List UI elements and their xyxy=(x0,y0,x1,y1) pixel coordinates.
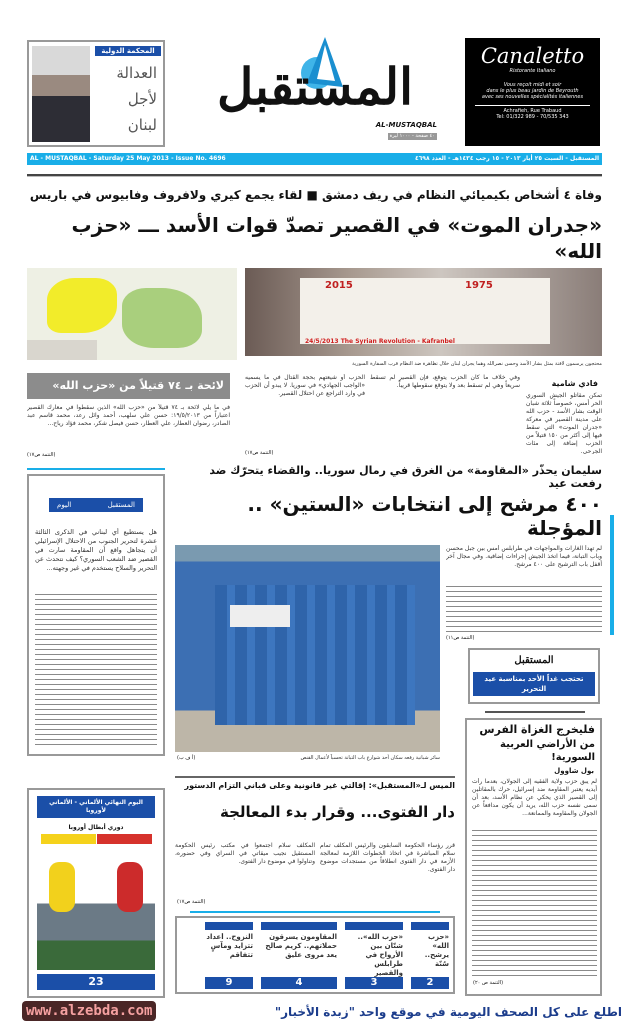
teaser-page-number: 2 xyxy=(411,977,449,989)
today-body: هل يستطيع أي لبناني في الذكرى الثالثة عشرة لتحرير الجنوب من الاحتلال الإسرائيلي أن يتجاهل واقع أن المقاومة سارت في القصير ضد الشعب السوري؟ كيف نتحدث عن التحرير والسلاح يستخدم في غير وجهته... xyxy=(35,528,157,572)
opinion-column[interactable] xyxy=(465,718,602,996)
portrait-photo xyxy=(32,46,90,142)
continued-note: (التتمة ص١٧) xyxy=(27,452,56,458)
teaser-page-4[interactable] xyxy=(261,922,337,990)
opinion-author: بول شاوول xyxy=(554,767,594,775)
lead-headline[interactable]: «جدران الموت» في القصير تصدّ قوات الأسد ـــ «حزب الله» xyxy=(71,213,602,263)
teaser-text: النزوح.. أعداد تتزايد ومآسٍ تتفاقم xyxy=(206,933,253,959)
ad-text: Vous reçoit midi et soir xyxy=(503,82,562,88)
third-body: المكلف سلام اجتمعوا في مكتب رئيس الحكومة المستقيل نجيب ميقاتي في السراي وفي حضوره، وتناولوا في موضوع دار الفتوى. xyxy=(175,842,315,865)
third-headline[interactable]: دار الفتوى... وقرار بدء المعالجة xyxy=(220,803,455,821)
ad-line: لأجل xyxy=(127,90,157,108)
teaser-page-3[interactable] xyxy=(345,922,403,990)
sports-title: اليوم النهائي الألماني - الألماني لأوروبا xyxy=(37,796,155,818)
sports-page: 23 xyxy=(37,974,155,990)
dateline-bar xyxy=(27,153,602,165)
opinion-body: لم يبق حزب ولاية الفقيه إلى الجولان، بعدما رأت أيديه يعتبر المقاومة ضد إسرائيل، حرك بالمقاتلين إلى القصير الذي يحكي عن نظام الأسد، بعد أن سمى نفسه حزب الله، يريد أن يكون مدافعاً عن الجولان والمقاومة والممانعة... xyxy=(472,778,597,817)
casualty-list-body: في ما يلي لائحة بـ ٧٤ قتيلاً من «حزب الله» الذين سقطوا في معارك القصير اعتباراً من ١٩/٥/٢٠١٣: حسن علي سلهب، أحمد وائل رعد، محمد قاسم عبد الصادر، رضوان العطار، علي العطار، حسن فيصل شكر، محمد فؤاد رياح... xyxy=(27,404,230,427)
photo-banner: 24/5/2013 The Syrian Revolution - Kafranbel xyxy=(305,338,455,345)
canaletto-ad[interactable] xyxy=(465,38,600,146)
teaser-bar xyxy=(261,922,337,930)
notice-text: تحتجب غداً الأحد بمناسبة عيد التحرير xyxy=(473,672,595,696)
teaser-page-number: 3 xyxy=(345,977,403,989)
ad-text: dans le plus beau jardin de Beyrouth xyxy=(486,88,579,94)
logo-arabic: المستقبل xyxy=(217,57,413,116)
continued-note: (التتمة ص١١) xyxy=(446,635,475,641)
logo-text: المستقبل xyxy=(107,501,135,509)
footer-url[interactable]: www.alzebda.com xyxy=(22,1001,156,1021)
opinion-headline: من الأراضي العربية السورية! xyxy=(500,739,595,763)
third-kicker: الميس لـ«المستقبل»: إقالتي غير قانونية وعلى قباني التزام الدستور xyxy=(184,781,455,790)
ad-sub: Ristorante Italiano xyxy=(509,68,556,74)
protest-photo xyxy=(245,268,602,356)
teaser-page-number: 4 xyxy=(261,977,337,989)
ad-line: لبنان xyxy=(127,116,157,134)
teaser-bar xyxy=(411,922,449,930)
ad-phone: Tel: 01/322 989 - 70/535 343 xyxy=(496,114,569,120)
continued-note: (التتمة ص ٢٠) xyxy=(473,980,504,986)
masthead-logo xyxy=(185,35,445,145)
teaser-text: «حزب الله».. شتّان بين الأرواح في طرابلس والقصير xyxy=(357,933,403,977)
second-headline[interactable]: ٤٠٠ مرشح إلى انتخابات «الستين» .. المؤجلة xyxy=(247,492,602,540)
author-byline: فادي شامية xyxy=(551,379,598,388)
notice-logo: المستقبل xyxy=(514,655,554,666)
second-kicker: سليمان يحذّر «المقاومة» من الغرق في رمال سوريا.. والقضاء يتحرّك ضد رفعت عيد xyxy=(209,464,602,490)
dateline-arabic: المستقبل - السبت ٢٥ أيار ٢٠١٣ - ١٥ رجب ١٤٣٤هـ - العدد ٤٦٩٨ xyxy=(414,155,599,162)
holiday-notice xyxy=(468,648,600,704)
today-column[interactable] xyxy=(27,474,165,756)
teasers-box xyxy=(175,916,455,994)
second-body: لم تهدأ الغارات والمواجهات في طرابلس أمس بين جبل محسن وباب التبانة، فيما اتخذ الجيش إجراءات إضافية. وفي مجال آخر أقفل باب الترشيح على ٤٠٠ مرشح. xyxy=(446,545,602,568)
price-tag: ٤٠ صفحة - ١٠٠٠ ليرة xyxy=(389,133,435,139)
teaser-page-2[interactable] xyxy=(411,922,449,990)
ad-line: العدالة xyxy=(116,64,157,82)
ad-name: Canaletto xyxy=(480,44,585,68)
qusayr-map xyxy=(27,268,237,360)
footer-banner[interactable] xyxy=(0,998,632,1030)
teaser-page-9[interactable] xyxy=(205,922,253,990)
sign-2015: 2015 xyxy=(325,280,353,291)
sign-1975: 1975 xyxy=(465,280,493,291)
today-logo xyxy=(49,498,143,512)
tripoli-photo xyxy=(175,545,440,752)
lead-body: الحزب أو شيعتهم بحجة القتال في ما يسميه «الواجب الجهادي» في سوريا. لا يبدو أن الحزب في وارد التراجع عن احتلال القصير. xyxy=(245,374,365,397)
sports-subtitle: دوري أبطال أوروبا xyxy=(68,824,124,831)
sports-supplement[interactable] xyxy=(27,788,165,998)
lead-body: تمكن مقاتلو الجيش السوري الحر أمس، خصوصاً ثلاثة شبان الوقت بشار الأسد - حزب الله على مدينة القصير في معركة «جدران الموت» التي سقط فيها إلى أكثر من ١٥٠ قتيلاً من الحزب إضافة إلى مئات الجرحى. xyxy=(526,392,602,454)
photo-caption: سائر شبانية رفعه سكان أحد شوارع باب التبانة تحسباً لأعمال القنص xyxy=(300,755,440,761)
text-block xyxy=(472,828,597,976)
lead-body: وفي خلاف ما كان الحزب يتوقع، فإن القصير لم تسقط سريعاً وهي لم تسقط بعد ولا يتوقع سقوطها قريباً. xyxy=(370,374,520,389)
logo-latin: AL-MUSTAQBAL xyxy=(375,121,437,129)
third-body: قرر رؤساء الحكومة السابقون والرئيس المكلف تمام سلام المباشرة في اتخاذ الخطوات اللازمة لمعالجة الأزمة في دار الفتوى انطلاقاً من مستجدات موضوع دار الفتوى. xyxy=(320,842,455,873)
teaser-bar xyxy=(205,922,253,930)
dateline-english: AL - MUSTAQBAL - Saturday 25 May 2013 - Issue No. 4696 xyxy=(30,155,226,162)
casualty-list-title: لائحة بـ ٧٤ قتيلاً من «حزب الله» xyxy=(27,373,230,399)
footer-slogan: اطلع على كل الصحف اليومية في موقع واحد "زبدة الأخبار" xyxy=(274,1005,622,1019)
teaser-page-number: 9 xyxy=(205,977,253,989)
teaser-text: «حزب الله» يرشح.. سُنّة xyxy=(424,933,449,968)
ad-text: avec ses nouvelles spécialités italiennes xyxy=(481,94,584,100)
photo-caption: محتجون يرسمون لافتة بمثل بشار الأسد وحسن نصرالله وهما يجران لبنان خلال تظاهرة ضد النظام قرب السفارة السورية xyxy=(352,361,602,367)
divider xyxy=(27,174,602,177)
teaser-bar xyxy=(345,922,403,930)
text-block xyxy=(446,584,602,632)
lead-kicker: وفاة ٤ أشخاص بكيميائي النظام في ريف دمشق ■ لقاء يجمع كيري ولافروف وفابيوس في باريس xyxy=(29,188,602,202)
continued-note: (التتمة ص١٧) xyxy=(245,450,274,456)
text-block xyxy=(35,592,157,748)
tribunal-badge: المحكمة الدولية xyxy=(95,46,161,56)
opinion-headline: فليخرج الغزاة الفرس xyxy=(479,723,595,736)
today-label: اليوم xyxy=(57,501,72,509)
tribunal-ad[interactable] xyxy=(27,40,165,147)
photo-credit: (أ ف ب) xyxy=(177,755,196,761)
teaser-text: المقاومون يسرقون حملاتهم.. كريم صالح يعد مروى عليق xyxy=(265,933,337,959)
continued-note: (التتمة ص١٧) xyxy=(177,899,206,905)
ad-address: Achrafieh, Rue Trabaud xyxy=(503,108,562,114)
sports-poster xyxy=(37,822,155,970)
